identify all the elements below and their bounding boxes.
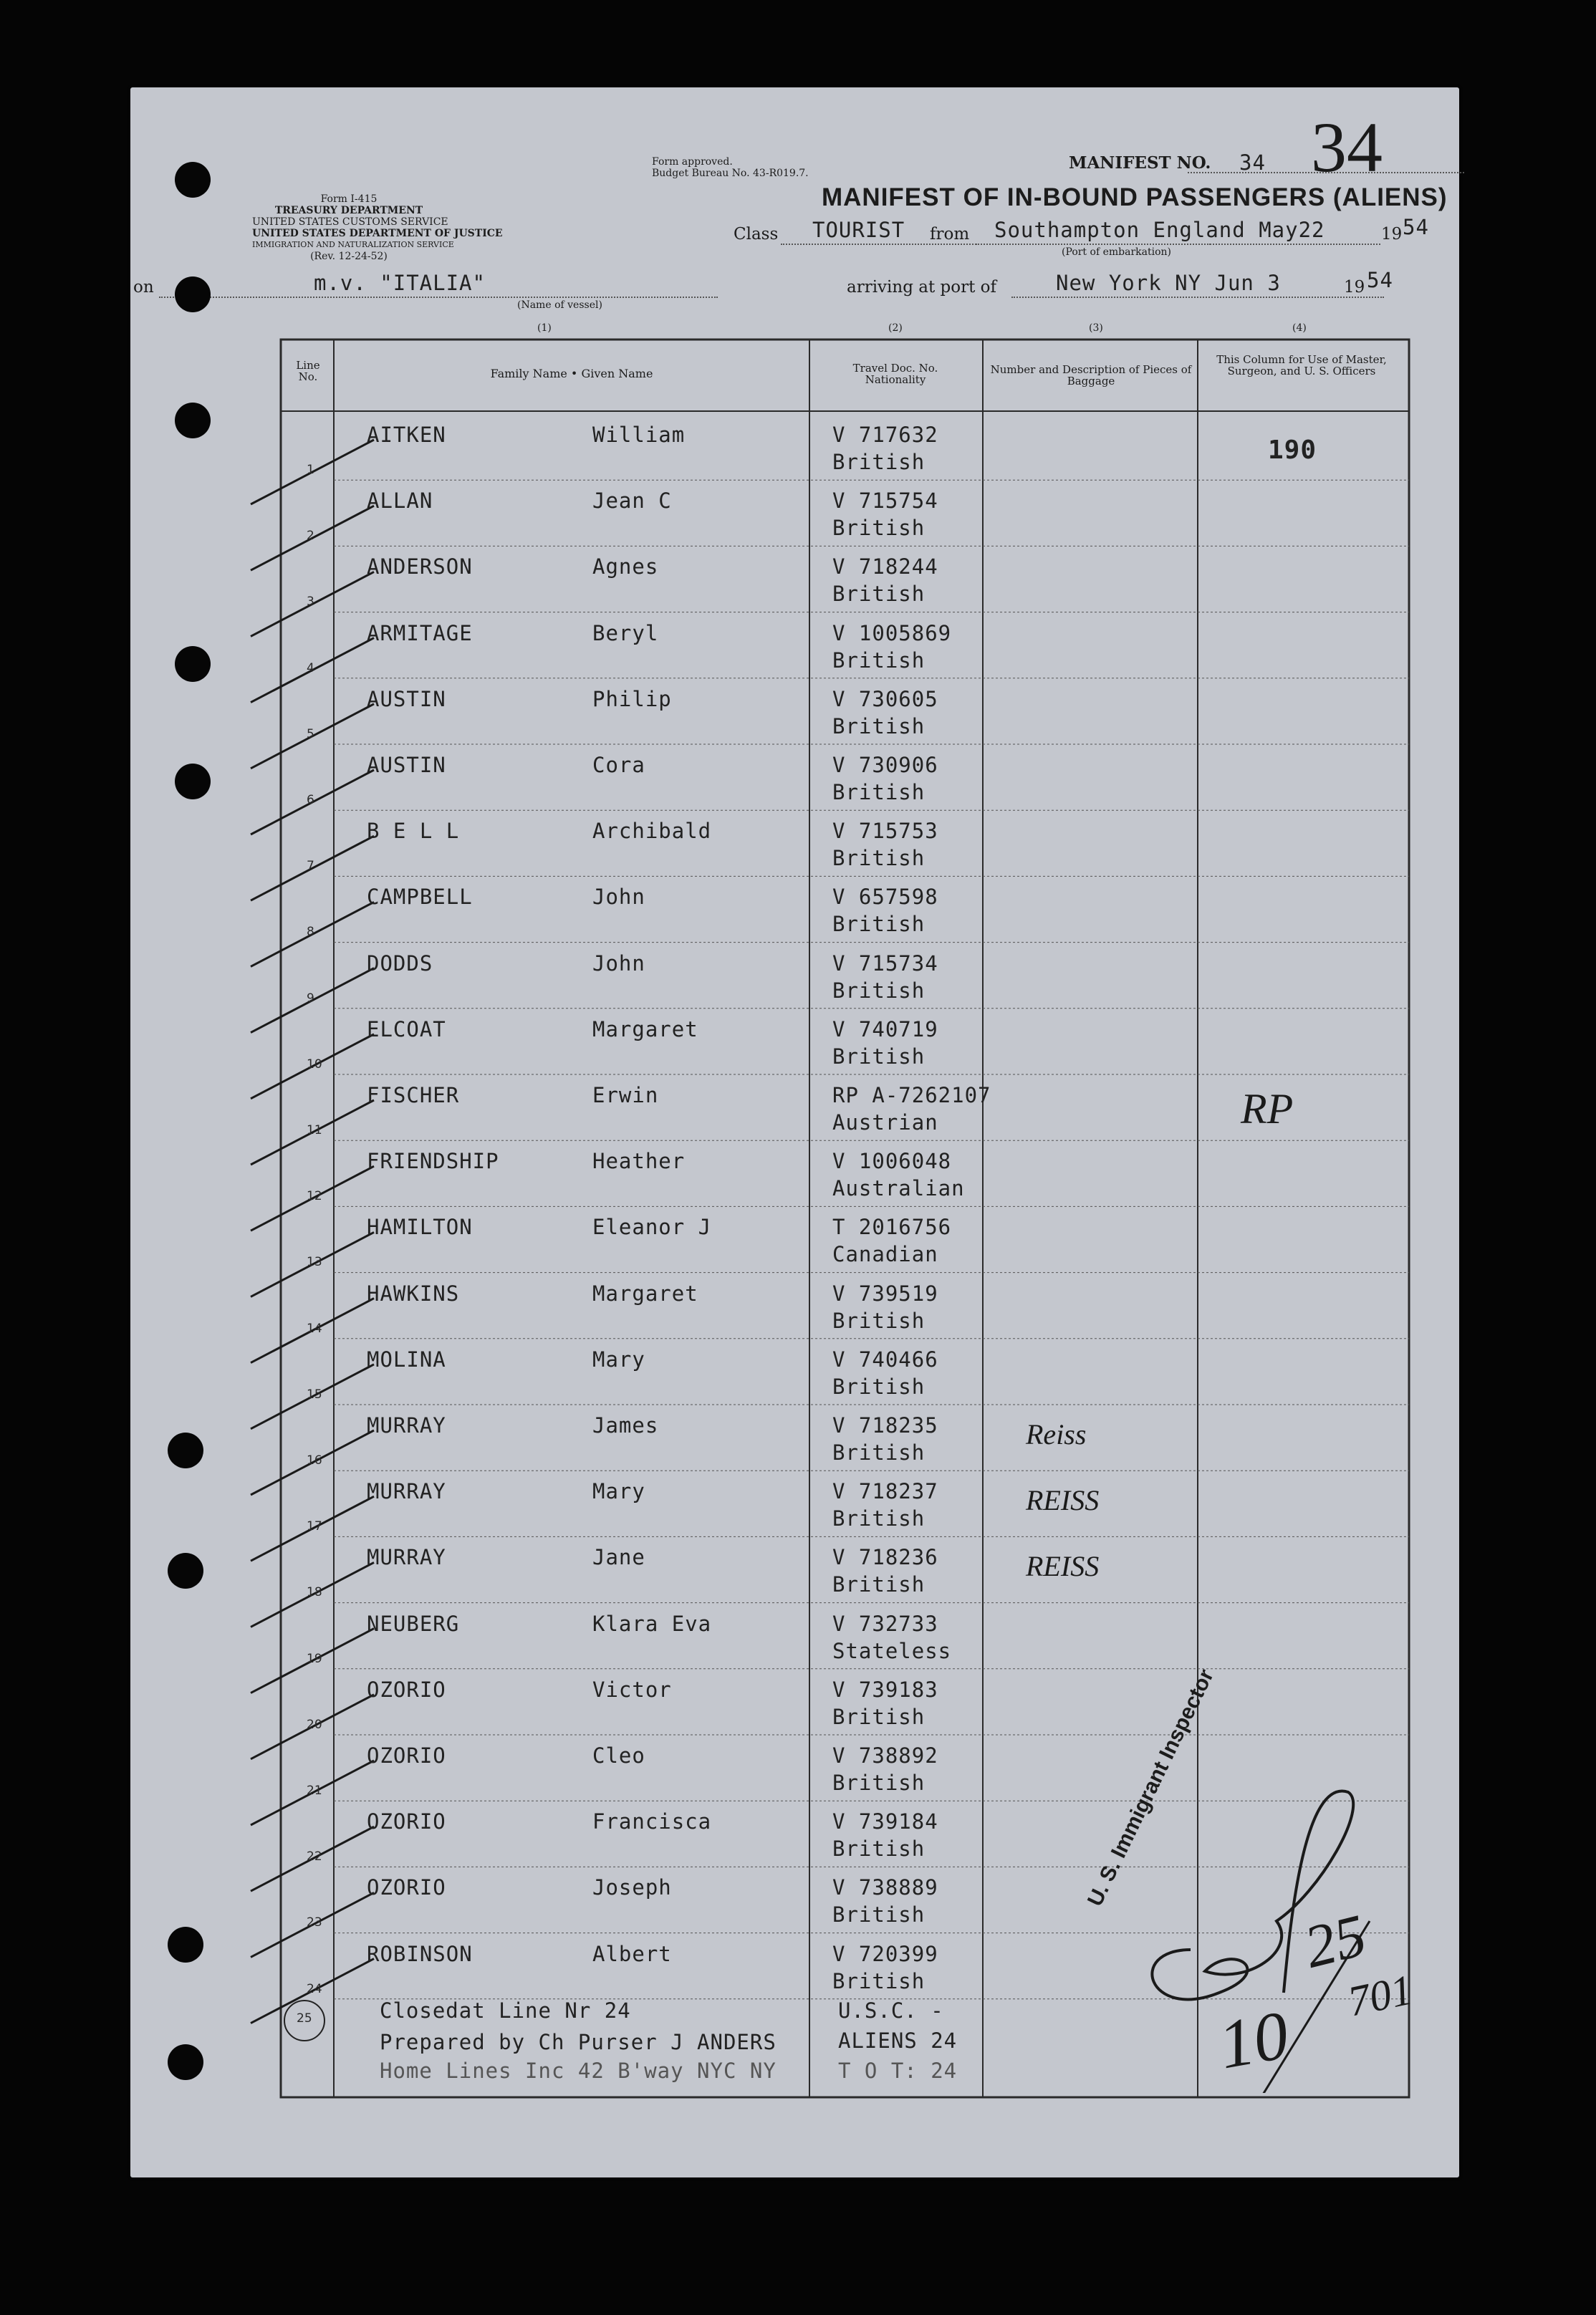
given-name: Francisca (592, 1809, 712, 1834)
travel-doc-number: V 718235 (832, 1413, 938, 1438)
family-name: HAWKINS (367, 1281, 460, 1306)
line-number: 22 (307, 1849, 322, 1864)
given-name: Cora (592, 753, 645, 777)
inspector-stamp: U. S. Immigrant Inspector (1083, 1665, 1218, 1910)
binder-hole (175, 764, 211, 799)
footer-usc: U.S.C. - (838, 1998, 944, 2023)
baggage-note: Reiss (1026, 1418, 1087, 1450)
line-number: 15 (307, 1387, 322, 1402)
nationality: British (832, 648, 926, 673)
column-header-line-no: Line No. (296, 359, 320, 383)
given-name: Victor (592, 1677, 672, 1702)
line-number: 12 (307, 1189, 322, 1204)
binder-hole (175, 162, 211, 198)
footer-total: T O T: 24 (838, 2059, 958, 2083)
on-label: on (133, 278, 154, 297)
year2-value: 54 (1367, 268, 1393, 292)
line-number: 20 (307, 1717, 322, 1732)
dept-ins: IMMIGRATION AND NATURALIZATION SERVICE (252, 240, 454, 249)
line-number: 17 (307, 1519, 322, 1534)
nationality: British (832, 582, 926, 607)
nationality: British (832, 1308, 926, 1333)
form-number: Form I-415 (320, 193, 378, 205)
given-name: Klara Eva (592, 1611, 712, 1636)
travel-doc-number: V 1006048 (832, 1149, 952, 1174)
travel-doc-number: V 718236 (832, 1545, 938, 1570)
line-number: 3 (307, 595, 314, 610)
travel-doc-number: V 739184 (832, 1809, 938, 1834)
given-name: Joseph (592, 1875, 672, 1900)
given-name: Albert (592, 1941, 672, 1966)
family-name: CAMPBELL (367, 885, 473, 910)
line-number: 9 (307, 991, 314, 1006)
dept-treasury: TREASURY DEPARTMENT (274, 205, 423, 216)
travel-doc-number: V 740466 (832, 1347, 938, 1372)
column-number-3: (3) (1089, 322, 1103, 334)
column-number-2: (2) (888, 322, 903, 334)
given-name: Heather (592, 1149, 686, 1174)
given-name: Cleo (592, 1743, 645, 1768)
nationality: British (832, 1704, 926, 1729)
given-name: James (592, 1413, 659, 1438)
nationality: British (832, 1374, 926, 1399)
travel-doc-number: V 732733 (832, 1611, 938, 1636)
line-number: 7 (307, 859, 314, 874)
family-name: ALLAN (367, 488, 433, 514)
family-name: ROBINSON (367, 1941, 473, 1966)
nationality: British (832, 1968, 926, 1993)
family-name: ELCOAT (367, 1016, 446, 1041)
family-name: HAMILTON (367, 1215, 473, 1240)
given-name: Agnes (592, 554, 659, 579)
family-name: OZORIO (367, 1809, 446, 1834)
given-name: Margaret (592, 1016, 698, 1041)
column-number-4: (4) (1292, 322, 1307, 334)
line-number: 1 (307, 463, 314, 477)
family-name: OZORIO (367, 1677, 446, 1702)
nationality: British (832, 1902, 926, 1927)
footer-aliens: ALIENS 24 (838, 2028, 958, 2053)
family-name: FRIENDSHIP (367, 1149, 499, 1174)
family-name: AUSTIN (367, 753, 446, 777)
binder-hole (168, 1553, 203, 1589)
year-value: 54 (1403, 215, 1429, 239)
dept-justice: UNITED STATES DEPARTMENT OF JUSTICE (252, 228, 503, 239)
given-name: William (592, 423, 686, 447)
given-name: Mary (592, 1479, 645, 1504)
nationality: British (832, 1572, 926, 1597)
given-name: John (592, 885, 645, 910)
line-number: 14 (307, 1321, 322, 1336)
inspector-number-701: 701 (1344, 1965, 1417, 2026)
column-header-baggage: Number and Description of Pieces of Baggage (990, 363, 1192, 388)
line-number: 16 (307, 1453, 322, 1468)
travel-doc-number: RP A-7262107 (832, 1083, 991, 1107)
line-number: 19 (307, 1651, 322, 1666)
nationality: British (832, 450, 926, 474)
family-name: ANDERSON (367, 554, 473, 579)
inspector-number-10: 10 (1213, 1996, 1294, 2084)
year2-prefix: 19 (1344, 278, 1365, 297)
travel-doc-number: V 739183 (832, 1677, 938, 1702)
family-name: OZORIO (367, 1875, 446, 1900)
travel-doc-number: V 718244 (832, 554, 938, 579)
baggage-note: REISS (1026, 1550, 1100, 1583)
line-number: 4 (307, 660, 314, 675)
arriving-label: arriving at port of (847, 278, 996, 297)
travel-doc-number: T 2016756 (832, 1215, 952, 1240)
column-header-name: Family Name • Given Name (490, 367, 653, 380)
line-number: 24 (307, 1981, 322, 1996)
given-name: Archibald (592, 819, 712, 844)
year-prefix: 19 (1381, 225, 1403, 244)
nationality: British (832, 713, 926, 738)
binder-hole (175, 403, 211, 438)
travel-doc-number: V 718237 (832, 1479, 938, 1504)
nationality: British (832, 1506, 926, 1531)
footer-prepared: Prepared by Ch Purser J ANDERS (380, 2030, 777, 2054)
travel-doc-number: V 715753 (832, 819, 938, 844)
family-name: OZORIO (367, 1743, 446, 1768)
nationality: British (832, 978, 926, 1003)
class-value: TOURIST (812, 218, 905, 242)
dept-customs: UNITED STATES CUSTOMS SERVICE (252, 216, 448, 228)
given-name: Jean C (592, 488, 672, 514)
binder-hole (175, 646, 211, 682)
embarkation-port: Southampton England May22 (994, 218, 1325, 242)
officer-note: 190 (1268, 435, 1317, 465)
family-name: AUSTIN (367, 686, 446, 711)
given-name: Eleanor J (592, 1215, 712, 1240)
nationality: British (832, 846, 926, 871)
family-name: MOLINA (367, 1347, 446, 1372)
column-header-travel-doc: Travel Doc. No. Nationality (852, 362, 938, 386)
binder-hole (168, 1433, 203, 1468)
binder-hole (175, 276, 211, 312)
nationality: British (832, 912, 926, 937)
nationality: British (832, 780, 926, 804)
nationality: British (832, 1837, 926, 1862)
travel-doc-number: V 738892 (832, 1743, 938, 1768)
vessel-caption: (Name of vessel) (517, 299, 602, 311)
line-number: 2 (307, 529, 314, 544)
line-number: 10 (307, 1057, 322, 1072)
manifest-number-handwritten: 34 (1311, 107, 1383, 187)
travel-doc-number: V 715734 (832, 950, 938, 976)
travel-doc-number: V 657598 (832, 885, 938, 910)
family-name: NEUBERG (367, 1611, 460, 1636)
binder-hole (168, 2044, 203, 2080)
column-number-1: (1) (537, 322, 552, 334)
line-number: 13 (307, 1255, 322, 1270)
given-name: Jane (592, 1545, 645, 1570)
nationality: British (832, 1440, 926, 1465)
approval-line1: Form approved. (652, 156, 733, 168)
nationality: Stateless (832, 1638, 952, 1663)
travel-doc-number: V 738889 (832, 1875, 938, 1900)
family-name: AITKEN (367, 423, 446, 447)
port-caption: (Port of embarkation) (1062, 246, 1171, 258)
family-name: DODDS (367, 950, 433, 976)
manifest-sheet (130, 87, 1459, 2177)
travel-doc-number: V 730906 (832, 753, 938, 777)
family-name: ARMITAGE (367, 620, 473, 645)
travel-doc-number: V 740719 (832, 1016, 938, 1041)
form-revision: (Rev. 12-24-52) (310, 251, 388, 262)
nationality: Austrian (832, 1110, 938, 1135)
footer-closed: Closedat Line Nr 24 (380, 1998, 631, 2023)
given-name: Philip (592, 686, 672, 711)
manifest-number-label: MANIFEST NO. (1069, 153, 1211, 173)
line-25-number: 25 (297, 2011, 312, 2026)
travel-doc-number: V 730605 (832, 686, 938, 711)
nationality: Canadian (832, 1242, 938, 1267)
travel-doc-number: V 717632 (832, 423, 938, 447)
binder-hole (168, 1927, 203, 1963)
given-name: John (592, 950, 645, 976)
line-number: 18 (307, 1585, 322, 1600)
given-name: Margaret (592, 1281, 698, 1306)
approval-line2: Budget Bureau No. 43-R019.7. (652, 168, 809, 179)
line-number: 6 (307, 793, 314, 807)
nationality: British (832, 516, 926, 541)
column-header-officers: This Column for Use of Master, Surgeon, and U. S. Officers (1216, 353, 1387, 377)
travel-doc-number: V 739519 (832, 1281, 938, 1306)
from-label: from (930, 225, 970, 244)
family-name: FISCHER (367, 1083, 460, 1107)
line-number: 11 (307, 1123, 322, 1137)
line-number: 8 (307, 925, 314, 940)
travel-doc-number: V 720399 (832, 1941, 938, 1966)
line-number: 23 (307, 1915, 322, 1930)
given-name: Erwin (592, 1083, 659, 1107)
arrival-port: New York NY Jun 3 (1056, 271, 1281, 295)
family-name: B E L L (367, 819, 460, 844)
family-name: MURRAY (367, 1413, 446, 1438)
line-number: 5 (307, 726, 314, 741)
manifest-title: MANIFEST OF IN-BOUND PASSENGERS (ALIENS) (822, 183, 1448, 211)
baggage-note: REISS (1026, 1484, 1100, 1517)
travel-doc-number: V 1005869 (832, 620, 952, 645)
family-name: MURRAY (367, 1545, 446, 1570)
given-name: Beryl (592, 620, 659, 645)
travel-doc-number: V 715754 (832, 488, 938, 514)
nationality: British (832, 1044, 926, 1069)
family-name: MURRAY (367, 1479, 446, 1504)
officer-note: RP (1241, 1085, 1294, 1132)
manifest-number: 34 (1239, 150, 1266, 175)
class-label: Class (734, 225, 779, 244)
nationality: British (832, 1771, 926, 1795)
line-number: 21 (307, 1784, 322, 1798)
vessel-name: m.v. "ITALIA" (314, 271, 486, 295)
footer-home-lines: Home Lines Inc 42 B'way NYC NY (380, 2059, 777, 2083)
nationality: Australian (832, 1176, 965, 1201)
given-name: Mary (592, 1347, 645, 1372)
inspector-number-25: 25 (1297, 1902, 1373, 1981)
